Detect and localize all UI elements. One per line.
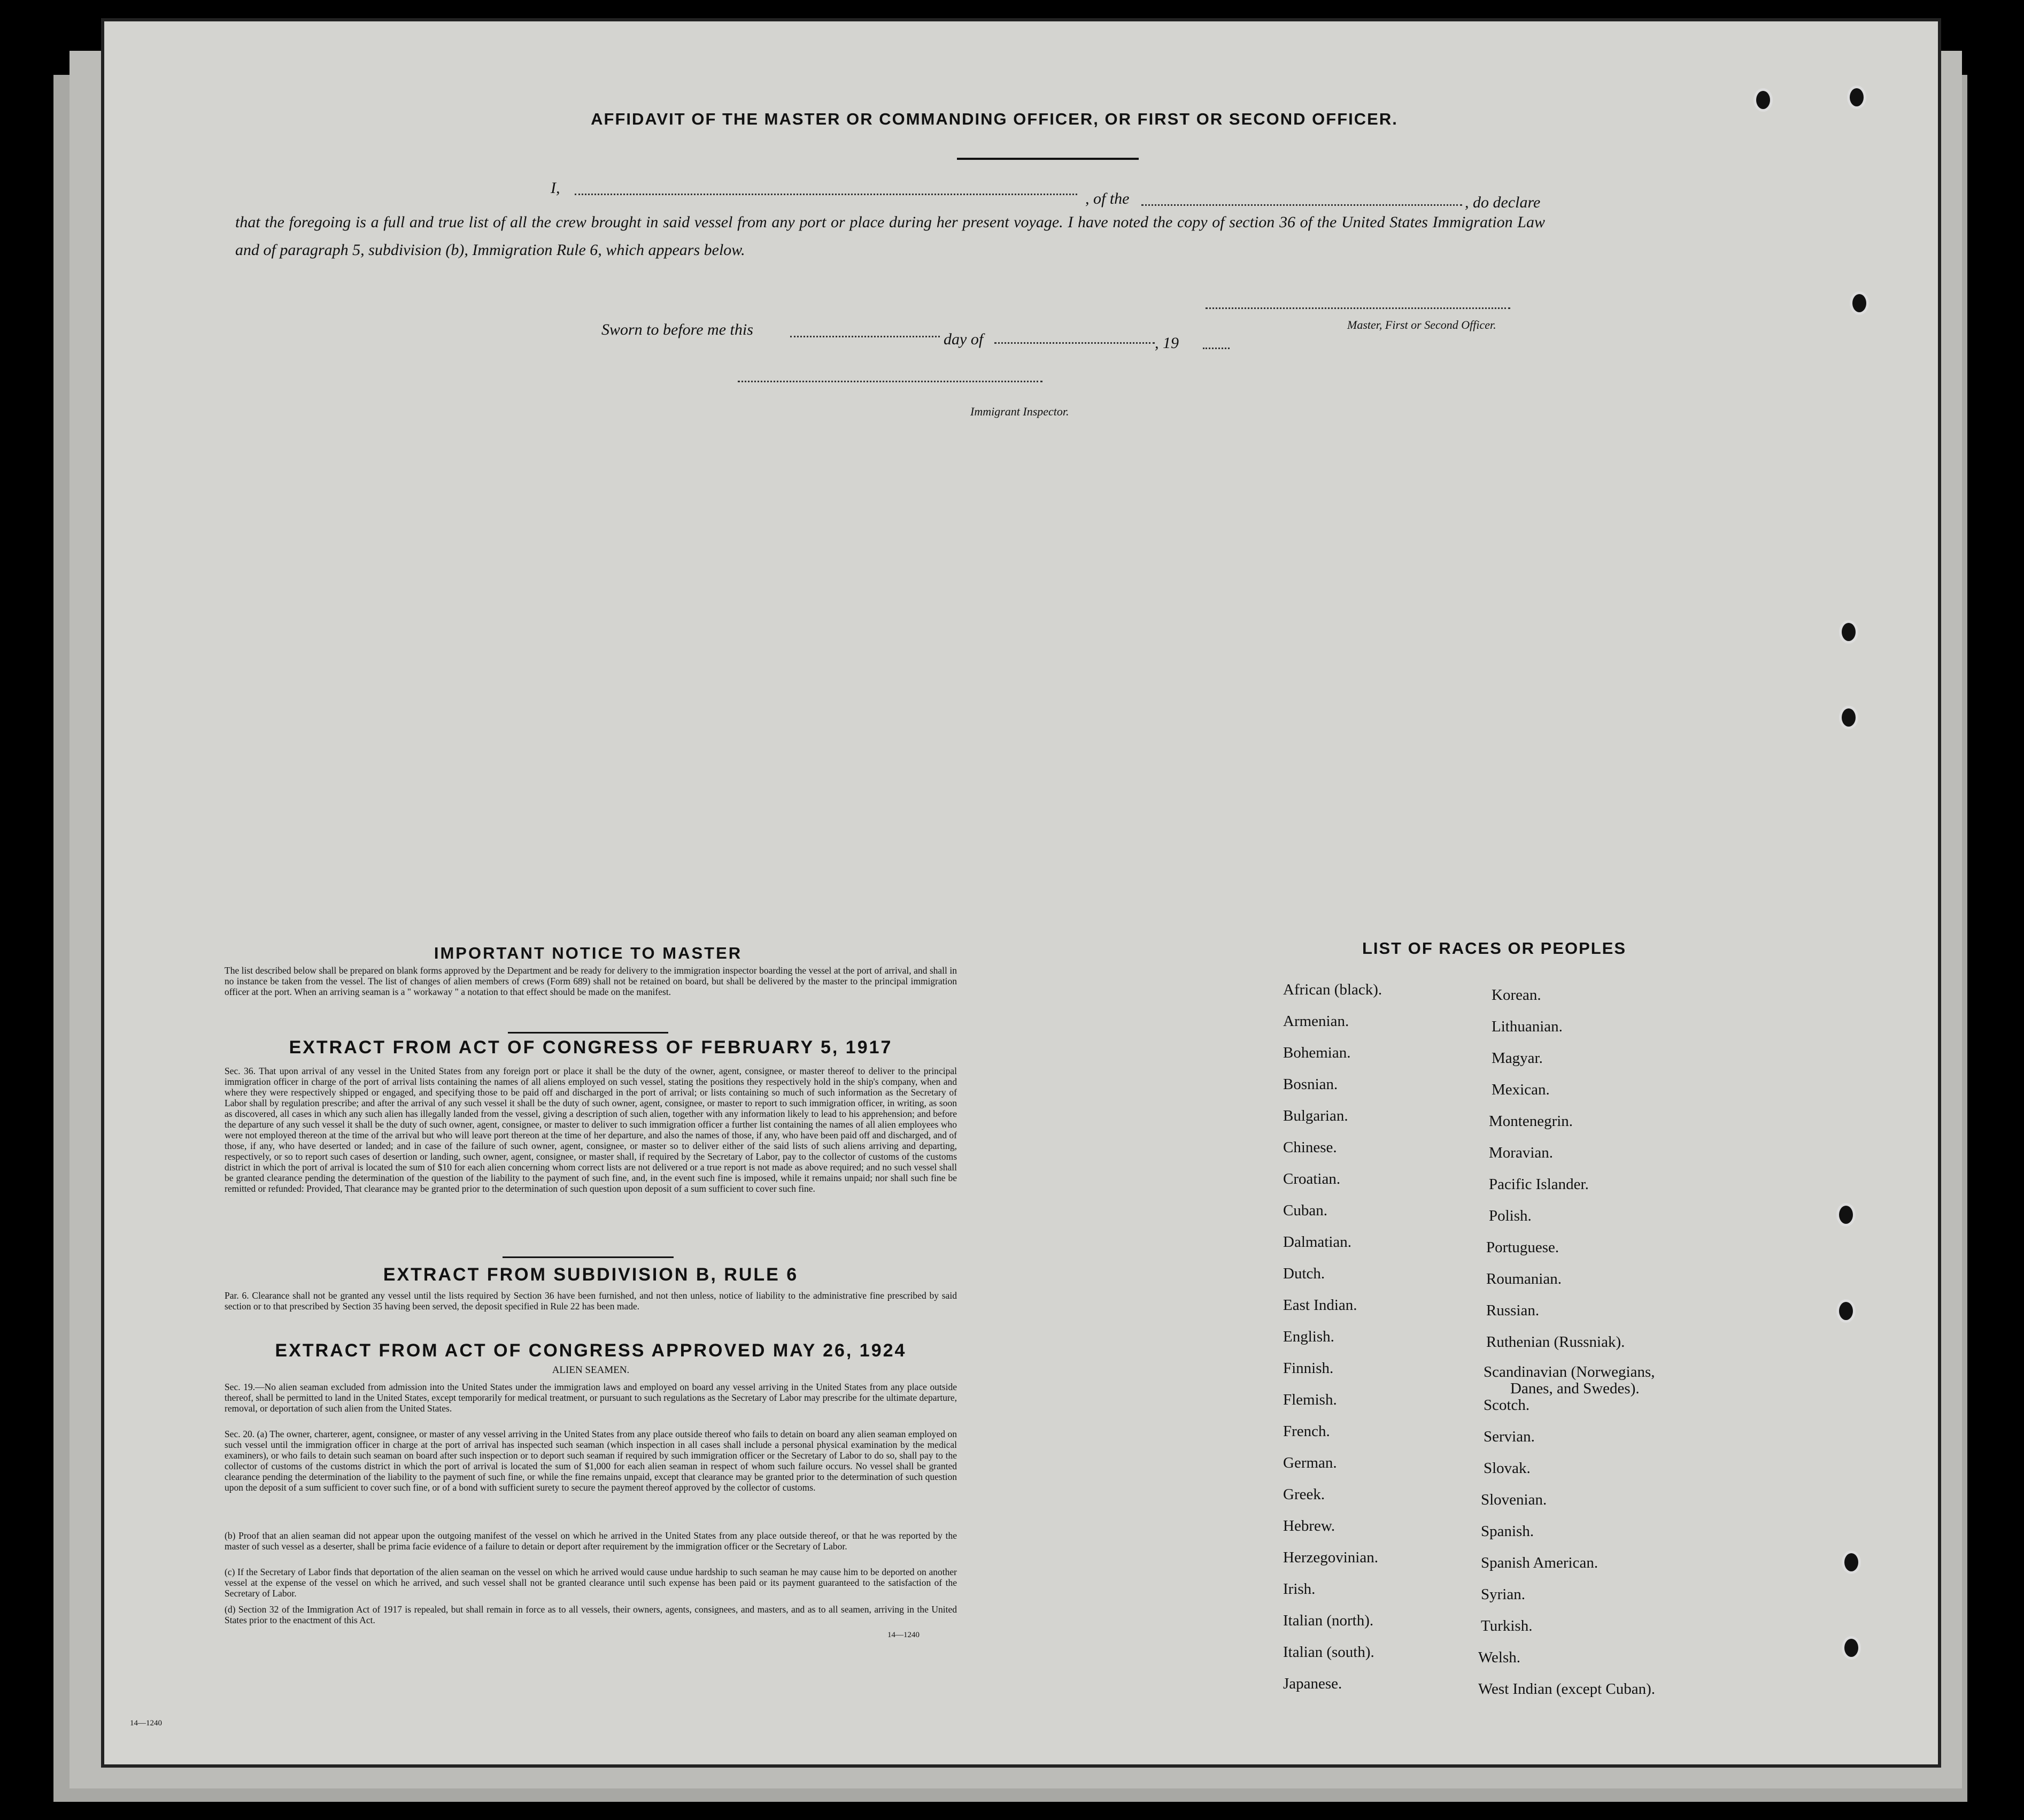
sworn-month-blank	[994, 342, 1155, 344]
signature-blank	[1206, 307, 1510, 309]
race-item: Scandinavian (Norwegians,	[1484, 1363, 1655, 1381]
notice-divider	[508, 1032, 668, 1034]
form-number: 14—1240	[887, 1631, 920, 1639]
rule6-text: Par. 6. Clearance shall not be granted any vessel until the lists required by Section 36 have been furnished, and not then unless, notice of liability to the administrative fine prescribed by said section or to that prescribed by Section 35 having been served, the deposit specified in Rule 22 has been made.	[225, 1290, 957, 1312]
race-item: Moravian.	[1489, 1144, 1553, 1161]
race-item: Irish.	[1283, 1580, 1316, 1598]
punch-hole-icon	[1850, 291, 1869, 315]
race-item: Italian (north).	[1283, 1612, 1374, 1629]
inspector-caption: Immigrant Inspector.	[970, 405, 1069, 418]
punch-hole-icon	[1836, 1203, 1856, 1227]
extract-1924-title: EXTRACT FROM ACT OF CONGRESS APPROVED MAY 26, 1924	[275, 1340, 907, 1361]
race-item: Spanish.	[1481, 1523, 1534, 1540]
affidavit-line1-start: I,	[551, 179, 560, 197]
notice-title: IMPORTANT NOTICE TO MASTER	[434, 944, 743, 962]
title-divider	[957, 158, 1139, 160]
race-item: Finnish.	[1283, 1360, 1334, 1377]
race-item: Lithuanian.	[1492, 1018, 1563, 1035]
punch-hole-icon	[1842, 1551, 1861, 1574]
extract-1924-sec19: Sec. 19.—No alien seaman excluded from admission into the United States under the immigration laws and employed on board any vessel arriving in the United States from any place outside thereof, shall be permitted to land in the United States, except temporarily for medical treatment, or pursuant to such regulations as the Secretary of Labor may prescribe for the ultimate departure, removal, or deportation of such alien from the United States.	[225, 1382, 957, 1414]
affidavit-line1-of: , of the	[1085, 190, 1130, 207]
name-blank	[575, 194, 1077, 195]
race-item: West Indian (except Cuban).	[1478, 1680, 1656, 1698]
form-number-bottom: 14—1240	[130, 1719, 162, 1728]
affidavit-line1-end: , do declare	[1465, 194, 1541, 211]
race-item: Bosnian.	[1283, 1076, 1338, 1093]
races-title: LIST OF RACES OR PEOPLES	[1362, 939, 1627, 958]
race-item: Bulgarian.	[1283, 1107, 1348, 1124]
race-item: Syrian.	[1481, 1586, 1525, 1603]
race-item: Dalmatian.	[1283, 1233, 1352, 1251]
extract-1917-divider	[503, 1256, 674, 1258]
sworn-day-blank	[790, 336, 940, 337]
punch-hole-icon	[1847, 86, 1866, 109]
race-item: Turkish.	[1481, 1617, 1533, 1634]
race-item: African (black).	[1283, 981, 1382, 998]
race-item: German.	[1283, 1454, 1337, 1471]
punch-hole-icon	[1836, 1299, 1856, 1323]
extract-1924-sec20b: (b) Proof that an alien seaman did not appear upon the outgoing manifest of the vessel on which he arrived in the United States from any place outside thereof, or that he was reported by the master of such vessel as a deserter, shall be prima facie evidence of a failure to detain or deport after requirement by the immigration officer or the Secretary of Labor.	[225, 1530, 957, 1552]
sworn-year: , 19	[1155, 334, 1179, 352]
affidavit-title: AFFIDAVIT OF THE MASTER OR COMMANDING OFFICER, OR FIRST OR SECOND OFFICER.	[591, 110, 1398, 128]
sworn-day: day of	[944, 330, 984, 348]
extract-1924-sec20a: Sec. 20. (a) The owner, charterer, agent, consignee, or master of any vessel arriving in the United States from any place outside thereof who fails to detain on board any alien seaman employed on such vessel until the immigration officer in charge at the port of arrival has inspected such seaman (which inspection in all cases shall include a personal physical examination by the medical examiners), or who fails to detain such seaman on board after such inspection or to deport such seaman if required by such immigration officer or the Secretary of Labor to do so, shall pay to the collector of customs of the customs district in which the port of arrival is located the sum of $1,000 for each alien seaman in respect of whom such failure occurs. No vessel shall be granted clearance pending the determination of the liability to the payment of such fine, or while the fine remains unpaid, except that clearance may be granted prior to the determination of such question upon the deposit of a sum sufficient to cover such fine, or of a bond with sufficient surety to secure the payment thereof approved by the collector of customs.	[225, 1429, 957, 1493]
extract-1924-sec20d: (d) Section 32 of the Immigration Act of 1917 is repealed, but shall remain in force as to all vessels, their owners, agents, consignees, and masters, and as to all seamen, arriving in the United States prior to the enactment of this Act.	[225, 1604, 957, 1625]
race-item: Hebrew.	[1283, 1517, 1335, 1534]
race-item: Danes, and Swedes).	[1510, 1380, 1640, 1397]
extract-1917-title: EXTRACT FROM ACT OF CONGRESS OF FEBRUARY 5, 1917	[289, 1037, 893, 1058]
rule6-title: EXTRACT FROM SUBDIVISION B, RULE 6	[383, 1264, 799, 1285]
race-item: Slovak.	[1484, 1460, 1531, 1477]
punch-hole-icon	[1839, 706, 1858, 729]
form-sheet	[104, 21, 1938, 1764]
race-item: Polish.	[1489, 1207, 1532, 1224]
race-item: Spanish American.	[1481, 1554, 1598, 1571]
race-item: Italian (south).	[1283, 1644, 1374, 1661]
punch-hole-icon	[1753, 88, 1773, 112]
race-item: Korean.	[1492, 986, 1541, 1004]
race-item: Magyar.	[1492, 1050, 1543, 1067]
race-item: Roumanian.	[1486, 1270, 1562, 1287]
race-item: East Indian.	[1283, 1297, 1357, 1314]
race-item: Russian.	[1486, 1302, 1540, 1319]
extract-1917-text: Sec. 36. That upon arrival of any vessel in the United States from any foreign port or place it shall be the duty of the owner, agent, consignee, or master thereof to deliver to the principal immigration officer in charge of the port of arrival lists containing the names of all aliens employed on such vessel, stating the positions they respectively hold in the ship's company, when and where they were respectively shipped or engaged, and specifying those to be paid off and discharged in the port of arrival; or lists containing so much of such information as the Secretary of Labor shall by regulation prescribe; and after the arrival of any such vessel it shall be the duty of such owner, agent, consignee, or master to report to such immigration officer, in writing, as soon as discovered, all cases in which any such alien has illegally landed from the vessel, giving a description of such alien, together with any information likely to lead to his apprehension; and before the departure of any such vessel it shall be the duty of such owner, agent, consignee, or master to deliver to such immigration officer a further list containing the names of all alien employees who were not employed thereon at the time of the arrival but who will leave port thereon at the time of her departure, and also the names of those, if any, who have been paid off and discharged, and of those, if any, who have deserted or landed; and in case of the failure of such owner, agent, consignee, or master so to deliver either of the said lists of such aliens arriving and departing, respectively, or so to report such cases of desertion or landing, such owner, agent, consignee, or master shall, if required by the Secretary of Labor, pay to the collector of customs of the customs district in which the port of arrival is located the sum of $10 for each alien concerning whom correct lists are not delivered or a true report is not made as above required; and no such vessel shall be granted clearance pending the determination of the question of the liability to the payment of such fine, and, in the event such fine is imposed, while it remains unpaid; nor shall such fine be remitted or refunded: Provided, That clearance may be granted prior to the determination of such question upon deposit of a sum sufficient to cover such fine.	[225, 1066, 957, 1194]
race-item: Montenegrin.	[1489, 1113, 1573, 1130]
race-item: Herzegovinian.	[1283, 1549, 1378, 1566]
sworn-start: Sworn to before me this	[601, 321, 753, 338]
race-item: French.	[1283, 1423, 1330, 1440]
race-item: Servian.	[1484, 1428, 1535, 1445]
race-item: Scotch.	[1484, 1397, 1530, 1414]
race-item: Bohemian.	[1283, 1044, 1351, 1061]
race-item: Armenian.	[1283, 1013, 1349, 1030]
race-item: Flemish.	[1283, 1391, 1337, 1408]
extract-1924-subtitle: ALIEN SEAMEN.	[552, 1364, 630, 1376]
race-item: Cuban.	[1283, 1202, 1327, 1219]
notice-text: The list described below shall be prepared on blank forms approved by the Department and be ready for delivery to the immigration inspector boarding the vessel at the port of arrival, and shall in no instance be taken from the vessel. The list of changes of alien members of crews (Form 689) shall not be retained on board, but shall be delivered by the master to the principal immigration officer at the port. When an arriving seaman is a " workaway " a notation to that effect should be made on the manifest.	[225, 965, 957, 997]
race-item: English.	[1283, 1328, 1334, 1345]
affidavit-body: that the foregoing is a full and true list of all the crew brought in said vessel from any port or place during her present voyage. I have noted the copy of section 36 of the United States Immigration Law and of paragraph 5, subdivision (b), Immigration Rule 6, which appears below.	[235, 213, 1545, 259]
inspector-blank	[738, 381, 1042, 382]
race-item: Japanese.	[1283, 1675, 1342, 1692]
race-item: Welsh.	[1478, 1649, 1521, 1666]
extract-1924-sec20c: (c) If the Secretary of Labor finds that deportation of the alien seaman on the vessel on which he arrived would cause undue hardship to such seaman he may cause him to be deported on another vessel at the expense of the vessel on which he arrived, and such vessel shall not be granted clearance until such expense has been paid or its payment guaranteed to the satisfaction of the Secretary of Labor.	[225, 1567, 957, 1599]
race-item: Portuguese.	[1486, 1239, 1559, 1256]
race-item: Chinese.	[1283, 1139, 1337, 1156]
punch-hole-icon	[1842, 1636, 1861, 1660]
sworn-year-blank	[1203, 348, 1230, 349]
race-item: Dutch.	[1283, 1265, 1325, 1282]
race-item: Pacific Islander.	[1489, 1176, 1589, 1193]
vessel-blank	[1141, 204, 1462, 206]
race-item: Croatian.	[1283, 1170, 1341, 1187]
race-item: Ruthenian (Russniak).	[1486, 1333, 1625, 1351]
punch-hole-icon	[1839, 620, 1858, 644]
race-item: Greek.	[1283, 1486, 1325, 1503]
signature-caption: Master, First or Second Officer.	[1347, 318, 1496, 331]
race-item: Mexican.	[1492, 1081, 1550, 1098]
race-item: Slovenian.	[1481, 1491, 1547, 1508]
